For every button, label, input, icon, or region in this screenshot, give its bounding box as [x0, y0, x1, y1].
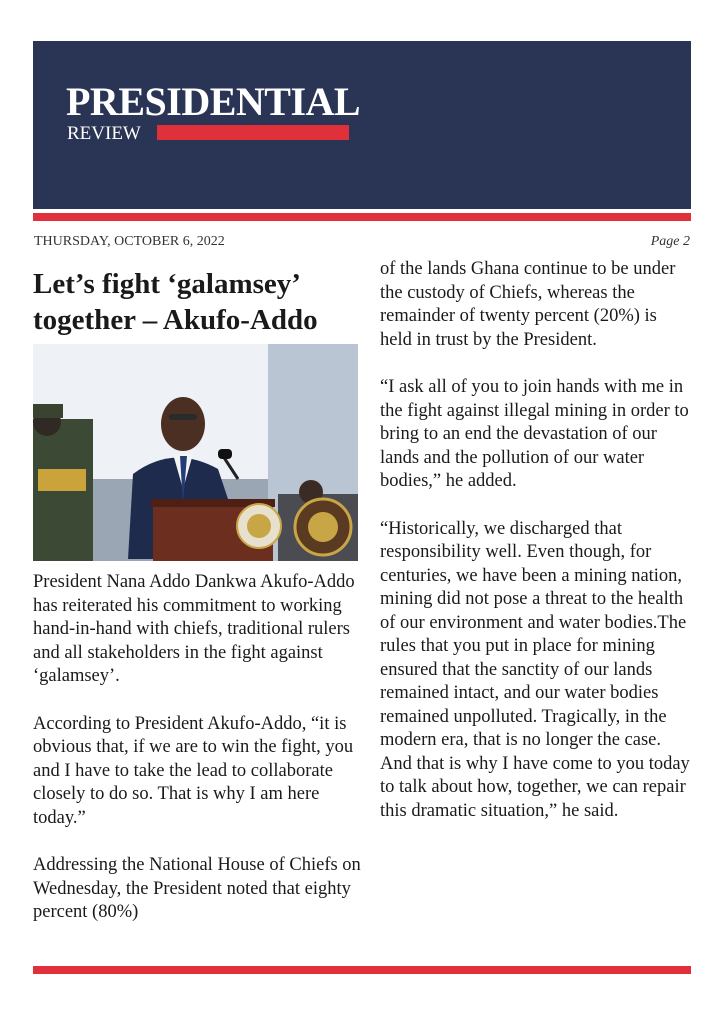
masthead-accent-bar — [157, 125, 349, 140]
article-column-right — [380, 258, 692, 847]
dateline: THURSDAY, OCTOBER 6, 2022 — [34, 234, 225, 249]
article-photo — [33, 344, 358, 561]
article-paragraph: According to President Akufo-Addo, “it is obvious that, if we are to win the fight, you and I have to take the lead to collaborate closely to do so. That is why I am here today.” — [33, 713, 354, 828]
article-paragraph: President Nana Addo Dankwa Akufo-Addo has reiterated his commitment to working hand-in-hand with chiefs, traditional rulers and all stakeholders in the fight against ‘galamsey’. — [33, 572, 355, 686]
article-headline: Let’s fight ‘galamsey’ together – Akufo-Addo — [33, 268, 318, 336]
article-column-left — [33, 571, 361, 949]
article-paragraph: of the lands Ghana continue to be under the custody of Chiefs, whereas the remainder of twenty percent (20%) is held in trust by the President. — [380, 259, 676, 350]
masthead-title: PRESIDENTIAL — [66, 79, 361, 124]
masthead-subtitle: REVIEW — [67, 123, 141, 144]
president-speaking-photo — [33, 344, 358, 561]
article-paragraph: “Historically, we discharged that responsibility well. Even though, for centuries, we have been a mining nation, mining did not pose a threat to the health of our environment and water bodies.The rules that you put in place for mining ensured that the sanctity of our lands remained intact, and our water bodies remained unpolluted. Tragically, in the modern era, that is no longer the case. And that is why I have come to you today to talk about how, together, we can repair this dramatic situation,” he said. — [380, 518, 690, 821]
bottom-divider — [33, 966, 691, 974]
article-paragraph: “I ask all of you to join hands with me in the fight against illegal mining in order to bring to an end the devastation of our lands and the pollution of our water bodies,” he added. — [380, 377, 689, 491]
top-divider — [33, 213, 691, 221]
article-paragraph: Addressing the National House of Chiefs on Wednesday, the President noted that eighty percent (80%) — [33, 855, 361, 922]
page-number: Page 2 — [650, 234, 690, 249]
